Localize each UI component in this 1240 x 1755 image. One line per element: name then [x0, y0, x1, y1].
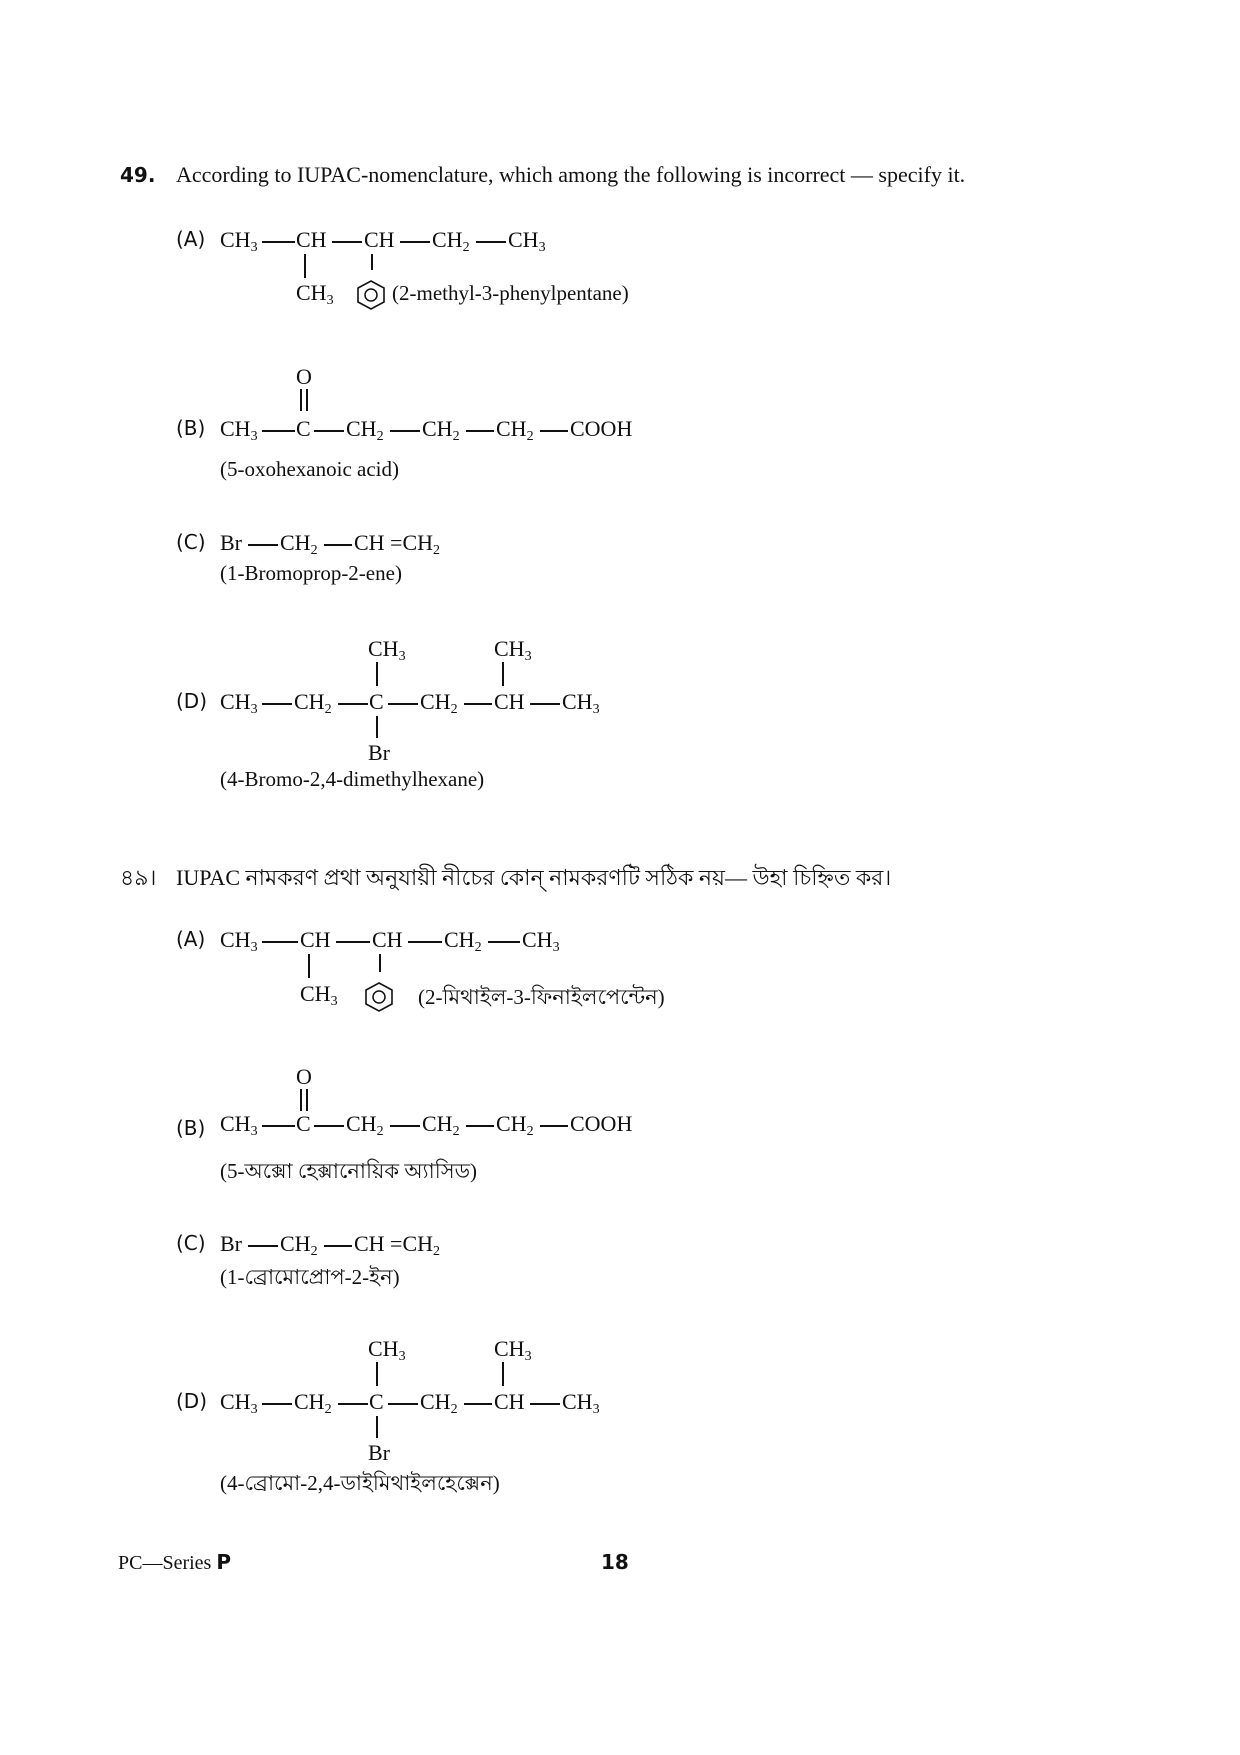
option-label: (A)	[176, 927, 206, 951]
option-name: (2-methyl-3-phenylpentane)	[392, 281, 629, 305]
option-name: (4-Bromo-2,4-dimethylhexane)	[220, 767, 485, 791]
option-label: (D)	[176, 1389, 208, 1413]
page-number: 18	[601, 1550, 629, 1574]
benzene-ring-icon	[357, 280, 385, 310]
option-label: (D)	[176, 689, 208, 713]
question-number: 49.	[120, 163, 156, 187]
question-text: According to IUPAC-nomenclature, which among the following is incorrect — specify it.	[176, 162, 966, 187]
benzene-ring-icon	[365, 982, 393, 1012]
question-text: IUPAC নামকরণ প্রথা অনুযায়ী নীচের কোন্ নামকরণটি সঠিক নয়— উহা চিহ্নিত কর।	[176, 865, 892, 890]
question-number: ৪৯।	[120, 865, 157, 890]
option-name: (1-ব্রোমোপ্রোপ-2-ইন)	[220, 1265, 400, 1289]
option-label: (B)	[176, 1116, 206, 1140]
series-label: PC—Series P	[118, 1550, 232, 1574]
option-name: (2-মিথাইল-3-ফিনাইলপেন্টেন)	[418, 985, 665, 1009]
option-name: (5-oxohexanoic acid)	[220, 457, 400, 481]
option-label: (C)	[176, 530, 206, 554]
option-label: (B)	[176, 416, 206, 440]
option-name: (4-ব্রোমো-2,4-ডাইমিথাইলহেক্সেন)	[220, 1471, 500, 1495]
option-name: (1-Bromoprop-2-ene)	[220, 561, 402, 585]
option-label: (A)	[176, 227, 206, 251]
option-name: (5-অক্সো হেক্সানোয়িক অ্যাসিড)	[220, 1159, 478, 1183]
option-label: (C)	[176, 1231, 206, 1255]
